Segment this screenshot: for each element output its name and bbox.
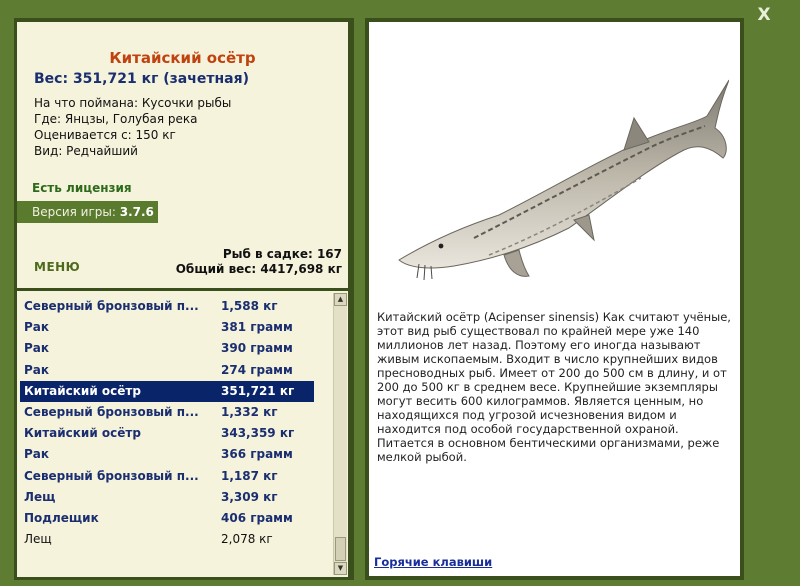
fish-description: Китайский осётр (Acipenser sinensis) Как считают учёные, этот вид рыб существовал по крайней мере уже 140 миллионов лет назад. Поэтому его иногда называют живым ископаемым. Входит в число крупнейших видов пресноводных рыб. Имеет от 200 до 500 см в длину, и от 200 до 500 кг в среднем весе. Крупнейшие экземпляры могут весить 600 килограммов. Является ценным, но находящихся под угрозой исчезновения видом и находится под особой государственной охраной. Питается в основном бентическими организмами, реже мелкой рыбой. — [377, 310, 731, 464]
catch-fish-weight: 366 грамм — [221, 447, 293, 462]
catch-fish-name: Лещ — [24, 532, 52, 547]
catch-list — [17, 291, 348, 577]
catch-list-scrollbar[interactable] — [333, 293, 347, 575]
catch-fish-name: Китайский осётр — [24, 426, 141, 441]
catch-fish-name: Рак — [24, 341, 50, 356]
scroll-up-arrow-icon[interactable]: ▲ — [334, 293, 347, 306]
catch-fish-name: Рак — [24, 447, 50, 462]
catch-fish-weight: 390 грамм — [221, 341, 293, 356]
catch-fish-name: Северный бронзовый п... — [24, 405, 199, 419]
catch-fish-weight: 381 грамм — [221, 320, 293, 335]
hotkeys-link[interactable]: Горячие клавиши — [374, 555, 493, 569]
bait-info: На что поймана: Кусочки рыбы — [34, 96, 232, 110]
list-item[interactable] — [20, 487, 314, 508]
left-panel — [14, 18, 354, 580]
catch-fish-name: Северный бронзовый п... — [24, 299, 199, 313]
catch-fish-weight: 351,721 кг — [221, 383, 295, 398]
list-item[interactable] — [20, 402, 314, 423]
sturgeon-image — [379, 50, 729, 300]
fish-title: Китайский осётр — [109, 49, 256, 67]
list-item[interactable] — [20, 360, 314, 381]
fish-weight: Вес: 351,721 кг (зачетная) — [34, 71, 249, 87]
list-item[interactable] — [20, 529, 314, 550]
catch-fish-weight: 2,078 кг — [221, 532, 273, 547]
scroll-down-arrow-icon[interactable]: ▼ — [334, 562, 347, 575]
species-rarity-info: Вид: Редчайший — [34, 144, 138, 158]
fish-info-box — [17, 22, 348, 288]
list-item[interactable] — [20, 317, 314, 338]
right-panel — [365, 18, 744, 580]
game-version — [17, 201, 158, 223]
list-item[interactable] — [20, 466, 314, 487]
list-item[interactable] — [20, 381, 314, 402]
keepnet-count: Рыб в садке: 167 — [222, 247, 342, 261]
list-item[interactable] — [20, 338, 314, 359]
catch-fish-weight: 3,309 кг — [221, 489, 278, 504]
catch-fish-weight: 406 грамм — [221, 511, 293, 525]
catch-fish-name: Северный бронзовый п... — [24, 468, 199, 483]
menu-button[interactable]: МЕНЮ — [34, 260, 81, 274]
catch-fish-weight: 1,187 кг — [221, 468, 278, 483]
catch-fish-weight: 1,332 кг — [221, 405, 278, 419]
catch-fish-weight: 343,359 кг — [221, 426, 295, 441]
catch-fish-name: Рак — [24, 320, 50, 335]
scrollbar-thumb[interactable] — [335, 537, 346, 561]
catch-fish-name: Лещ — [24, 489, 56, 504]
list-item[interactable] — [20, 508, 314, 529]
location-info: Где: Янцзы, Голубая река — [34, 112, 198, 126]
catch-fish-weight: 274 грамм — [221, 362, 293, 377]
list-item[interactable] — [20, 444, 314, 465]
list-item[interactable] — [20, 296, 314, 317]
version-value: 3.7.6 — [119, 205, 154, 219]
list-item[interactable] — [20, 423, 314, 444]
catch-fish-name: Рак — [24, 362, 50, 377]
value-info: Оценивается с: 150 кг — [34, 128, 176, 142]
license-status: Есть лицензия — [32, 181, 132, 195]
fish-detail-box — [369, 22, 740, 576]
close-button[interactable]: X — [757, 5, 771, 25]
version-label: Версия игры: — [32, 205, 120, 219]
catch-fish-weight: 1,588 кг — [221, 299, 278, 313]
catch-fish-name: Подлещик — [24, 511, 99, 525]
keepnet-total-weight: Общий вес: 4417,698 кг — [175, 262, 342, 276]
catch-fish-name: Китайский осётр — [24, 383, 141, 398]
